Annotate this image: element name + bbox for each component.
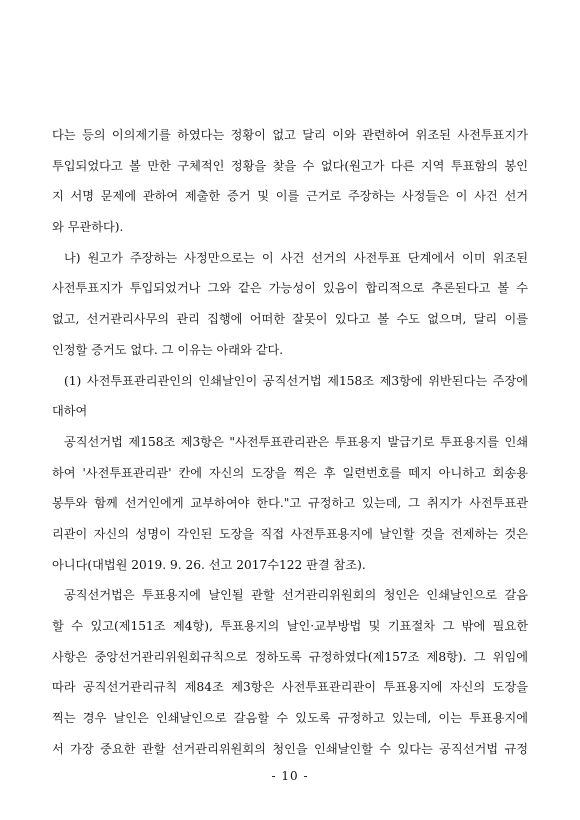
text-line: 투입되었다고 볼 만한 구체적인 정황을 찾을 수 없다(원고가 다른 지역 투표함의 봉인 bbox=[52, 158, 528, 173]
text-line: 할 수 있고(제151조 제4항), 투표용지의 날인·교부방법 및 기표절차 그 밖에 필요한 bbox=[52, 619, 528, 633]
text-line: 지 서명 문제에 관하여 제출한 증거 및 이를 근거로 주장하는 사정들은 이 사건 선거 bbox=[52, 189, 528, 204]
text-line: 와 무관하다). bbox=[52, 220, 124, 235]
text-line: 나) 원고가 주장하는 사정만으로는 이 사건 선거의 사전투표 단계에서 이미 위조된 bbox=[64, 250, 528, 265]
text-line: 사전투표지가 투입되었거나 그와 같은 가능성이 있음이 합리적으로 추론된다고 볼 수 bbox=[52, 281, 528, 296]
text-line: 공직선거법 제158조 제3항은 "사전투표관리관은 투표용지 발급기로 투표용지를 인쇄 bbox=[64, 434, 528, 449]
text-line: 대하여 bbox=[52, 404, 88, 419]
text-line: 서 가장 중요한 관할 선거관리위원회의 청인을 인쇄날인할 수 있다는 공직선거법 규정 bbox=[52, 741, 528, 756]
text-line: 따라 공직선거관리규칙 제84조 제3항은 사전투표관리관이 투표용지에 자신의 도장을 bbox=[52, 680, 528, 695]
text-line: 하여 '사전투표관리관' 칸에 자신의 도장을 찍은 후 일련번호를 떼지 아니하고 회송용 bbox=[52, 465, 528, 480]
text-line: 리관이 자신의 성명이 각인된 도장을 직접 사전투표용지에 날인할 것을 전제하는 것은 bbox=[52, 526, 528, 541]
page-number: - 10 - bbox=[271, 769, 309, 783]
document-body bbox=[52, 120, 528, 764]
text-line: 다는 등의 이의제기를 하였다는 정황이 없고 달리 이와 관련하여 위조된 사전투표지가 bbox=[52, 128, 528, 142]
text-line: 찍는 경우 날인은 인쇄날인으로 갈음할 수 있도록 규정하고 있는데, 이는 투표용지에 bbox=[52, 711, 528, 726]
text-line: 없고, 선거관리사무의 관리 집행에 어떠한 잘못이 있다고 볼 수도 없으며, 달리 이를 bbox=[52, 312, 528, 327]
text-line: (1) 사전투표관리관인의 인쇄날인이 공직선거법 제158조 제3항에 위반된다는 주장에 bbox=[64, 373, 528, 388]
text-line: 인정할 증거도 없다. 그 이유는 아래와 같다. bbox=[52, 342, 284, 357]
text-line: 봉투와 함께 선거인에게 교부하여야 한다."고 규정하고 있는데, 그 취지가 사전투표관 bbox=[52, 496, 528, 511]
text-line: 아니다(대법원 2019. 9. 26. 선고 2017수122 판결 참조). bbox=[52, 557, 366, 572]
text-line: 사항은 중앙선거관리위원회규칙으로 정하도록 규정하였다(제157조 제8항). 그 위임에 bbox=[52, 649, 528, 664]
text-line: 공직선거법은 투표용지에 날인될 관할 선거관리위원회의 청인은 인쇄날인으로 갈음 bbox=[64, 588, 528, 603]
